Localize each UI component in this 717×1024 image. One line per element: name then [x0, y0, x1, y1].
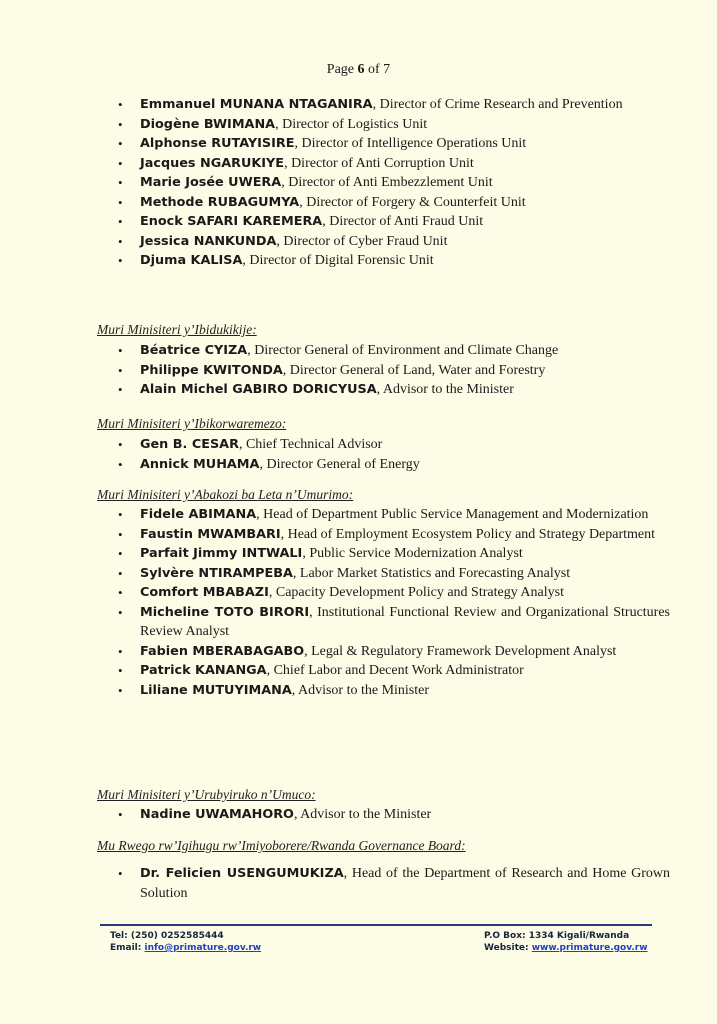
bullet-icon: •	[118, 175, 123, 190]
list-item: • Philippe KWITONDA, Director General of Land, Water and Forestry	[0, 361, 717, 381]
list-item: • Gen B. CESAR, Chief Technical Advisor	[0, 435, 717, 455]
section-heading-infrastructure: Muri Minisiteri y’Ibikorwaremezo:	[97, 416, 287, 431]
public-service-list	[0, 505, 717, 700]
bullet-icon: •	[118, 585, 123, 600]
list-item: • Marie Josée UWERA, Director of Anti Embezzlement Unit	[0, 173, 717, 193]
bullet-icon: •	[118, 526, 123, 542]
bullet-icon: •	[118, 866, 123, 881]
bullet-icon: •	[118, 546, 123, 561]
section-heading-public-service: Muri Minisiteri y’Abakozi ba Leta n’Umurimo:	[97, 487, 354, 502]
section-heading-environment: Muri Minisiteri y’Ibidukikije:	[97, 322, 257, 337]
list-item: • Dr. Felicien USENGUMUKIZA, Head of the Department of Research and Home Grown Solution	[118, 866, 670, 901]
bullet-icon: •	[118, 565, 123, 581]
list-item: • Béatrice CYIZA, Director General of Environment and Climate Change	[0, 341, 717, 361]
bullet-icon: •	[118, 155, 123, 171]
bullet-icon: •	[118, 682, 123, 698]
footer-contact-left	[110, 930, 261, 954]
bullet-icon: •	[118, 807, 123, 822]
footer-website-line: Website: www.primature.gov.rw	[484, 943, 648, 953]
list-item: • Faustin MWAMBARI, Head of Employment Ecosystem Policy and Strategy Department	[0, 525, 717, 545]
list-item: • Fabien MBERABAGABO, Legal & Regulatory Framework Development Analyst	[0, 642, 717, 662]
environment-list	[0, 341, 717, 400]
bullet-icon: •	[118, 456, 123, 472]
list-item: • Djuma KALISA, Director of Digital Forensic Unit	[0, 251, 717, 271]
bullet-icon: •	[118, 382, 123, 397]
bullet-icon: •	[118, 343, 123, 358]
list-item: • Liliane MUTUYIMANA, Advisor to the Minister	[0, 681, 717, 701]
bullet-icon: •	[118, 97, 123, 112]
bullet-icon: •	[118, 507, 123, 522]
bullet-icon: •	[118, 604, 123, 620]
footer-rule	[100, 924, 652, 926]
list-item: • Annick MUHAMA, Director General of Energy	[0, 455, 717, 475]
bullet-icon: •	[118, 663, 123, 678]
bullet-icon: •	[118, 253, 123, 268]
youth-culture-list	[0, 805, 717, 825]
list-item: • Sylvère NTIRAMPEBA, Labor Market Statistics and Forecasting Analyst	[0, 564, 717, 584]
list-item: • Emmanuel MUNANA NTAGANIRA, Director of Crime Research and Prevention	[0, 95, 717, 115]
list-item: • Enock SAFARI KAREMERA, Director of Anti Fraud Unit	[0, 212, 717, 232]
list-item: • Micheline TOTO BIRORI, Institutional Functional Review and Organizational Structures Review Analyst	[118, 604, 670, 639]
footer-contact-right	[484, 930, 648, 954]
page-number: Page 6 of 7	[326, 62, 391, 77]
list-item: • Alain Michel GABIRO DORICYUSA, Advisor to the Minister	[0, 380, 717, 400]
bullet-icon: •	[118, 643, 123, 659]
email-link[interactable]: info@primature.gov.rw	[144, 943, 262, 953]
footer-pobox: P.O Box: 1334 Kigali/Rwanda	[484, 931, 630, 941]
bullet-icon: •	[118, 437, 123, 452]
list-item: • Jacques NGARUKIYE, Director of Anti Corruption Unit	[0, 154, 717, 174]
bullet-icon: •	[118, 214, 123, 229]
infrastructure-list	[0, 435, 717, 474]
list-item: • Diogène BWIMANA, Director of Logistics Unit	[0, 115, 717, 135]
list-item: • Comfort MBABAZI, Capacity Development Policy and Strategy Analyst	[0, 583, 717, 603]
list-item: • Alphonse RUTAYISIRE, Director of Intelligence Operations Unit	[0, 134, 717, 154]
list-item: • Fidele ABIMANA, Head of Department Public Service Management and Modernization	[0, 505, 717, 525]
directors-list	[0, 95, 717, 271]
governance-board-list	[0, 864, 717, 903]
website-link[interactable]: www.primature.gov.rw	[531, 943, 648, 953]
bullet-icon: •	[118, 136, 123, 151]
bullet-icon: •	[118, 233, 123, 249]
bullet-icon: •	[118, 116, 123, 132]
footer-email-line: Email: info@primature.gov.rw	[110, 943, 262, 953]
section-heading-youth-culture: Muri Minisiteri y’Urubyiruko n’Umuco:	[97, 787, 316, 802]
footer-tel: Tel: (250) 0252585444	[110, 931, 224, 941]
bullet-icon: •	[118, 362, 123, 378]
section-heading-governance-board: Mu Rwego rw’Igihugu rw’Imiyoborere/Rwanda Governance Board:	[97, 838, 466, 853]
list-item: • Nadine UWAMAHORO, Advisor to the Minister	[0, 805, 717, 825]
list-item: • Patrick KANANGA, Chief Labor and Decent Work Administrator	[0, 661, 717, 681]
list-item: • Methode RUBAGUMYA, Director of Forgery & Counterfeit Unit	[0, 193, 717, 213]
list-item: • Jessica NANKUNDA, Director of Cyber Fraud Unit	[0, 232, 717, 252]
list-item: • Parfait Jimmy INTWALI, Public Service Modernization Analyst	[0, 544, 717, 564]
bullet-icon: •	[118, 194, 123, 210]
